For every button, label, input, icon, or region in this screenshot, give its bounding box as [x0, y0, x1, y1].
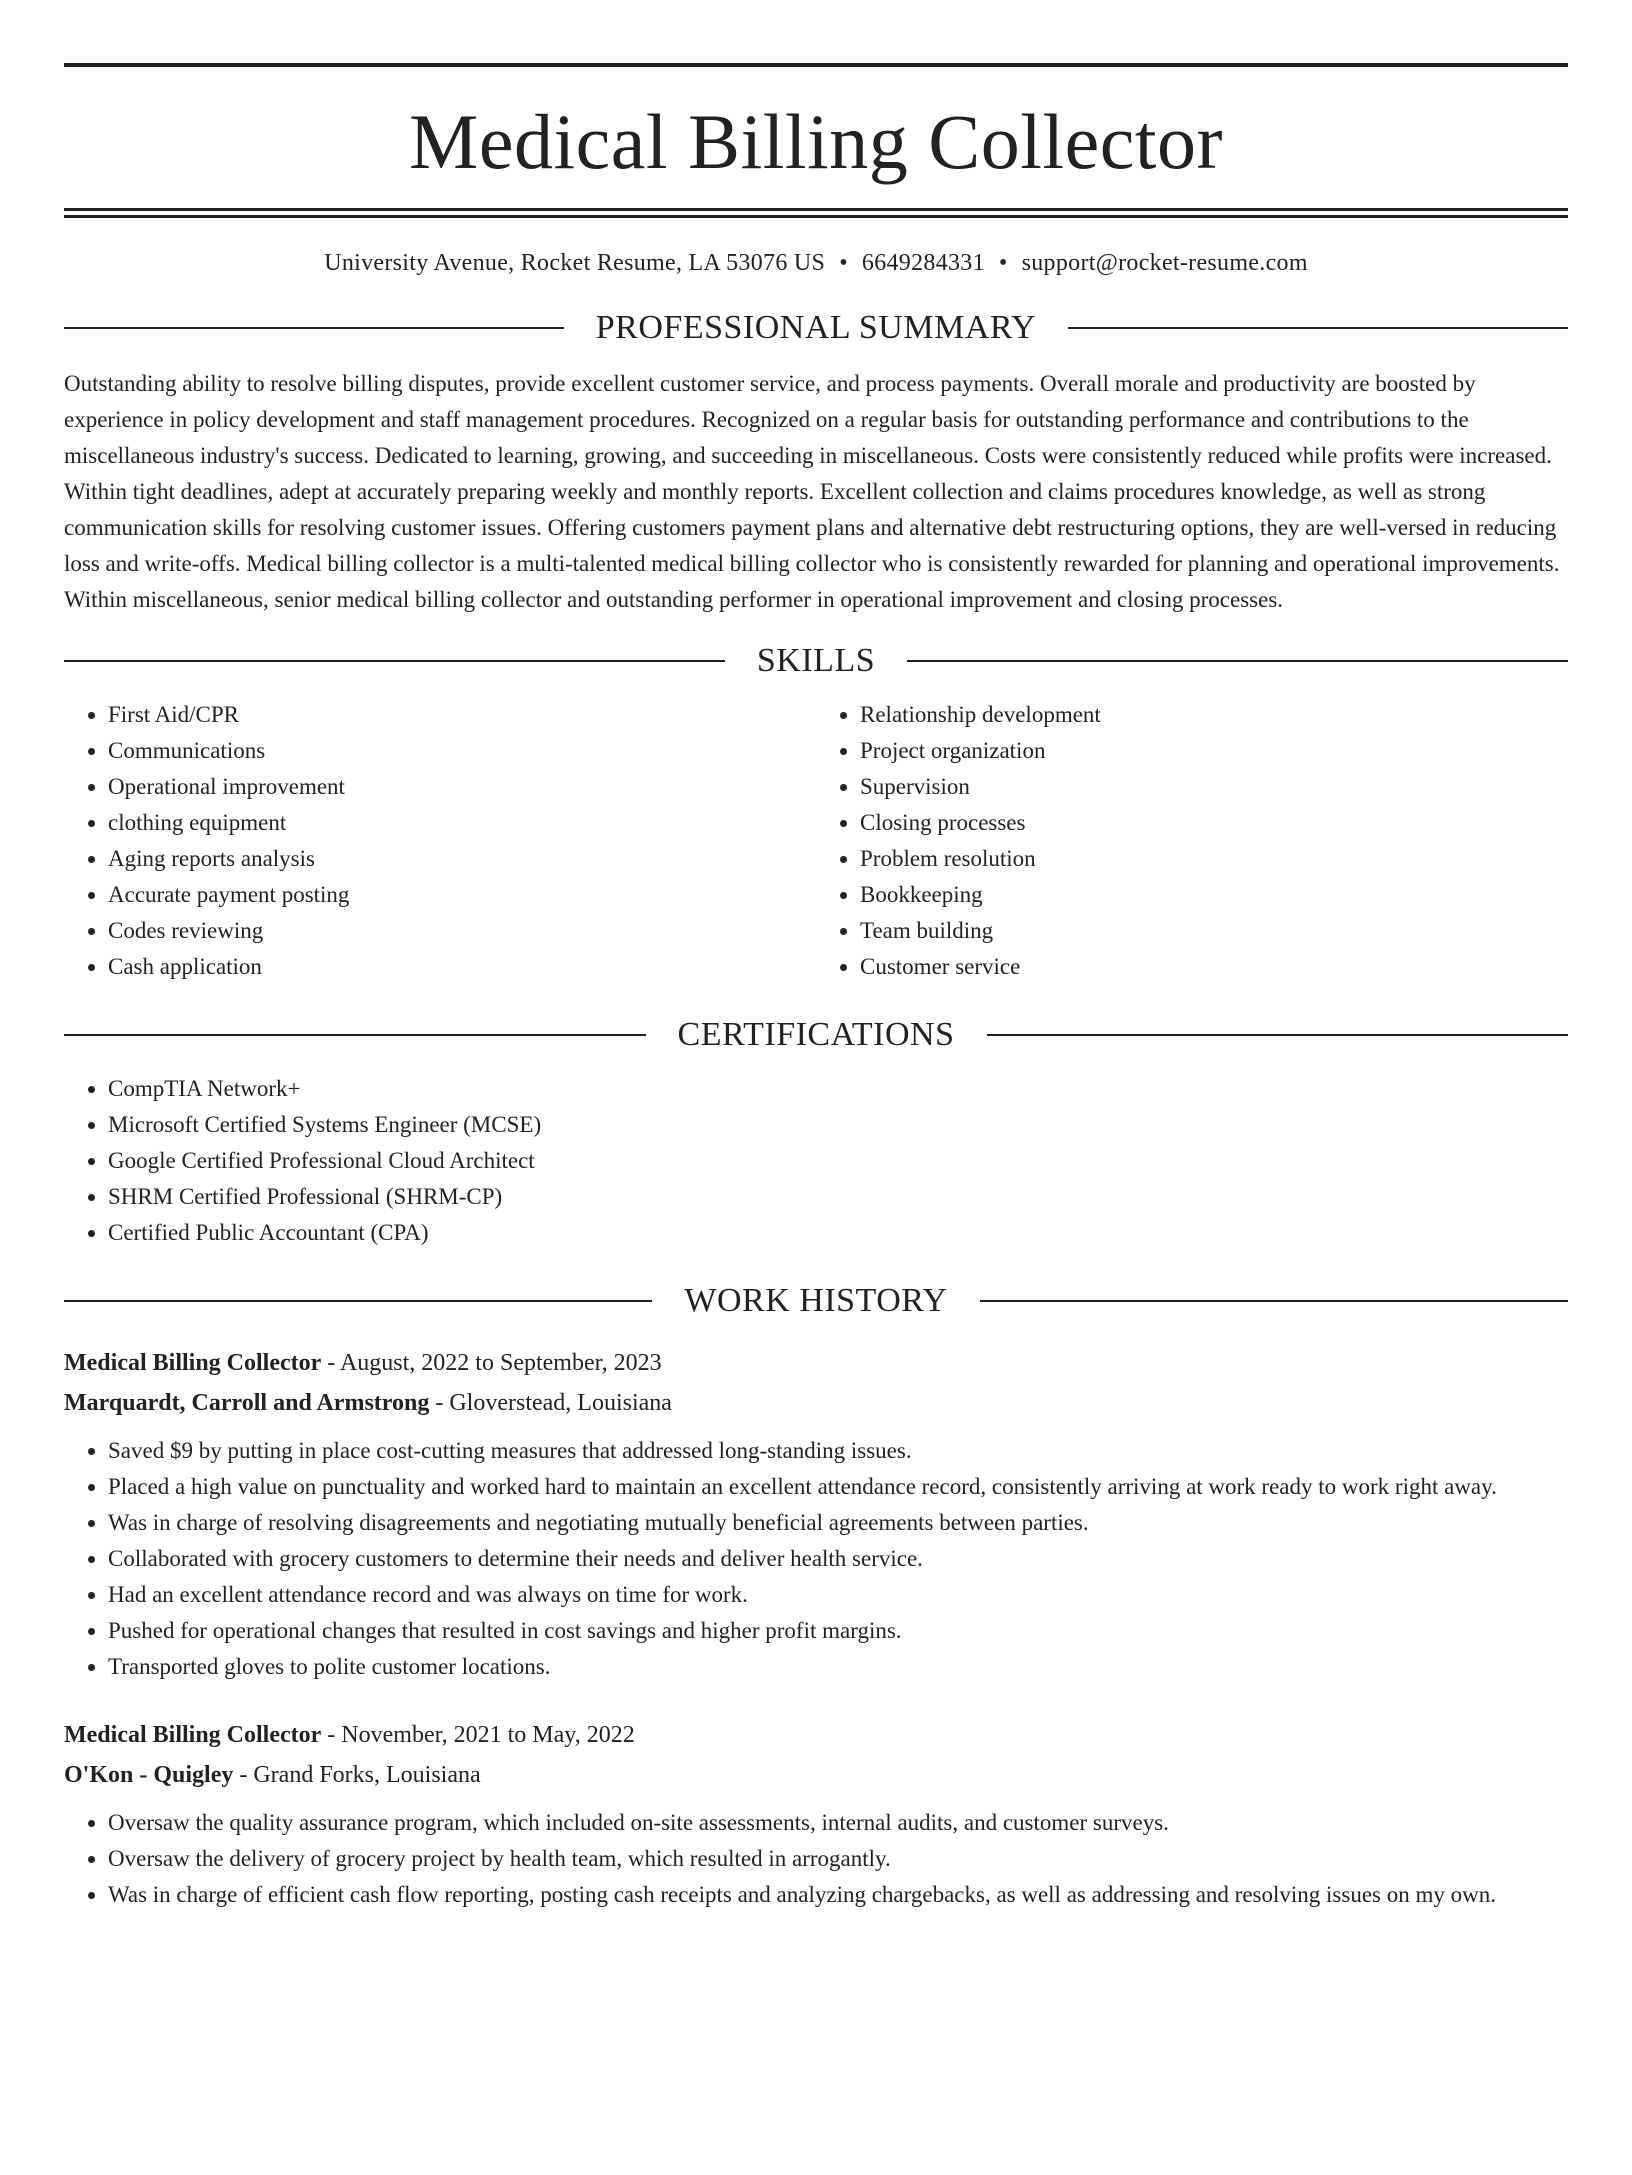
skill-item: • Closing processes — [860, 805, 1568, 841]
job-entry — [64, 1715, 1568, 1913]
job-company-line — [64, 1755, 1568, 1795]
job-bullet: • Oversaw the delivery of grocery project by health team, which resulted in arrogantly. — [108, 1841, 1568, 1877]
skills-list-right — [816, 697, 1568, 985]
skill-item: • Relationship development — [860, 697, 1568, 733]
divider-line — [64, 1034, 646, 1036]
job-bullet: • Was in charge of resolving disagreements and negotiating mutually beneficial agreements between parties. — [108, 1505, 1568, 1541]
skill-item: • Customer service — [860, 949, 1568, 985]
summary-text: Outstanding ability to resolve billing disputes, provide excellent customer service, and process payments. Overall morale and productivity are boosted by experience in policy development and staff management procedures. Recognized on a regular basis for outstanding performance and contributions to the miscellaneous industry's success. Dedicated to learning, growing, and succeeding in miscellaneous. Costs were consistently reduced while profits were increased. Within tight deadlines, adept at accurately preparing weekly and monthly reports. Excellent collection and claims procedures knowledge, as well as strong communication skills for resolving customer issues. Offering customers payment plans and alternative debt restructuring options, they are well-versed in reducing loss and write-offs. Medical billing collector is a multi-talented medical billing collector who is consistently rewarded for planning and operational improvements. Within miscellaneous, senior medical billing collector and outstanding performer in operational improvement and closing processes. — [64, 371, 1560, 612]
double-rule — [64, 208, 1568, 218]
divider-line — [980, 1300, 1568, 1302]
divider-line — [64, 327, 564, 329]
skills-heading: SKILLS — [756, 642, 876, 679]
job-bullet: • Had an excellent attendance record and was always on time for work. — [108, 1577, 1568, 1613]
skills-section-header — [64, 641, 1568, 681]
certification-item: • SHRM Certified Professional (SHRM-CP) — [108, 1179, 1568, 1215]
job-bullet: • Was in charge of efficient cash flow reporting, posting cash receipts and analyzing chargebacks, as well as addressing and resolving issues on my own. — [108, 1877, 1568, 1913]
job-dates: - August, 2022 to September, 2023 — [321, 1350, 662, 1376]
divider-line — [987, 1034, 1569, 1036]
divider-line — [1068, 327, 1568, 329]
contact-separator: • — [839, 250, 848, 276]
job-bullet: • Transported gloves to polite customer locations. — [108, 1649, 1568, 1685]
skill-item: • Team building — [860, 913, 1568, 949]
job-bullet: • Collaborated with grocery customers to determine their needs and deliver health service. — [108, 1541, 1568, 1577]
certification-item: • CompTIA Network+ — [108, 1071, 1568, 1107]
job-bullets — [64, 1805, 1568, 1913]
job-company-line — [64, 1383, 1568, 1423]
skill-item: • Codes reviewing — [108, 913, 816, 949]
job-title-line — [64, 1343, 1568, 1383]
summary-section-header — [64, 308, 1568, 348]
skill-item: • clothing equipment — [108, 805, 816, 841]
job-bullet: • Saved $9 by putting in place cost-cutting measures that addressed long-standing issues. — [108, 1433, 1568, 1469]
certifications-heading: CERTIFICATIONS — [677, 1016, 955, 1053]
skill-item: • First Aid/CPR — [108, 697, 816, 733]
skill-item: • Communications — [108, 733, 816, 769]
contact-separator: • — [998, 250, 1008, 276]
certifications-section-header — [64, 1015, 1568, 1055]
job-company: O'Kon - Quigley — [64, 1762, 234, 1788]
resume-page — [0, 63, 1632, 2175]
skill-item: • Cash application — [108, 949, 816, 985]
job-location: - Grand Forks, Louisiana — [233, 1762, 481, 1788]
job-title: Medical Billing Collector — [64, 1722, 322, 1748]
candidate-name: Medical Billing Collector — [408, 98, 1224, 185]
work-history-section-header — [64, 1281, 1568, 1321]
certification-item: • Certified Public Accountant (CPA) — [108, 1215, 1568, 1251]
skill-item: • Supervision — [860, 769, 1568, 805]
divider-line — [907, 660, 1568, 662]
job-bullet: • Placed a high value on punctuality and worked hard to maintain an excellent attendance record, consistently arriving at work ready to work right away. — [108, 1469, 1568, 1505]
skills-grid — [64, 697, 1568, 985]
skill-item: • Accurate payment posting — [108, 877, 816, 913]
skill-item: • Problem resolution — [860, 841, 1568, 877]
contact-line — [64, 250, 1568, 292]
contact-email: support@rocket-resume.com — [1021, 250, 1308, 276]
work-history-list — [64, 1343, 1568, 1913]
skill-item: • Project organization — [860, 733, 1568, 769]
divider-line — [64, 660, 725, 662]
job-title: Medical Billing Collector — [64, 1350, 322, 1376]
certifications-list — [64, 1071, 1568, 1251]
summary-heading: PROFESSIONAL SUMMARY — [595, 309, 1037, 346]
skill-item: • Aging reports analysis — [108, 841, 816, 877]
contact-phone: 6649284331 — [861, 250, 985, 276]
job-dates: - November, 2021 to May, 2022 — [321, 1722, 635, 1748]
job-location: - Gloverstead, Louisiana — [429, 1390, 672, 1416]
skill-item: • Operational improvement — [108, 769, 816, 805]
job-entry — [64, 1343, 1568, 1685]
divider-line — [64, 1300, 652, 1302]
work-history-heading: WORK HISTORY — [684, 1282, 948, 1319]
job-bullet: • Oversaw the quality assurance program, which included on-site assessments, internal audits, and customer surveys. — [108, 1805, 1568, 1841]
job-company: Marquardt, Carroll and Armstrong — [64, 1390, 430, 1416]
certification-item: • Google Certified Professional Cloud Architect — [108, 1143, 1568, 1179]
skills-list-left — [64, 697, 816, 985]
certification-item: • Microsoft Certified Systems Engineer (MCSE) — [108, 1107, 1568, 1143]
job-bullet: • Pushed for operational changes that resulted in cost savings and higher profit margins. — [108, 1613, 1568, 1649]
job-bullets — [64, 1433, 1568, 1685]
contact-address: University Avenue, Rocket Resume, LA 53076 US — [324, 250, 826, 276]
job-title-line — [64, 1715, 1568, 1755]
skill-item: • Bookkeeping — [860, 877, 1568, 913]
